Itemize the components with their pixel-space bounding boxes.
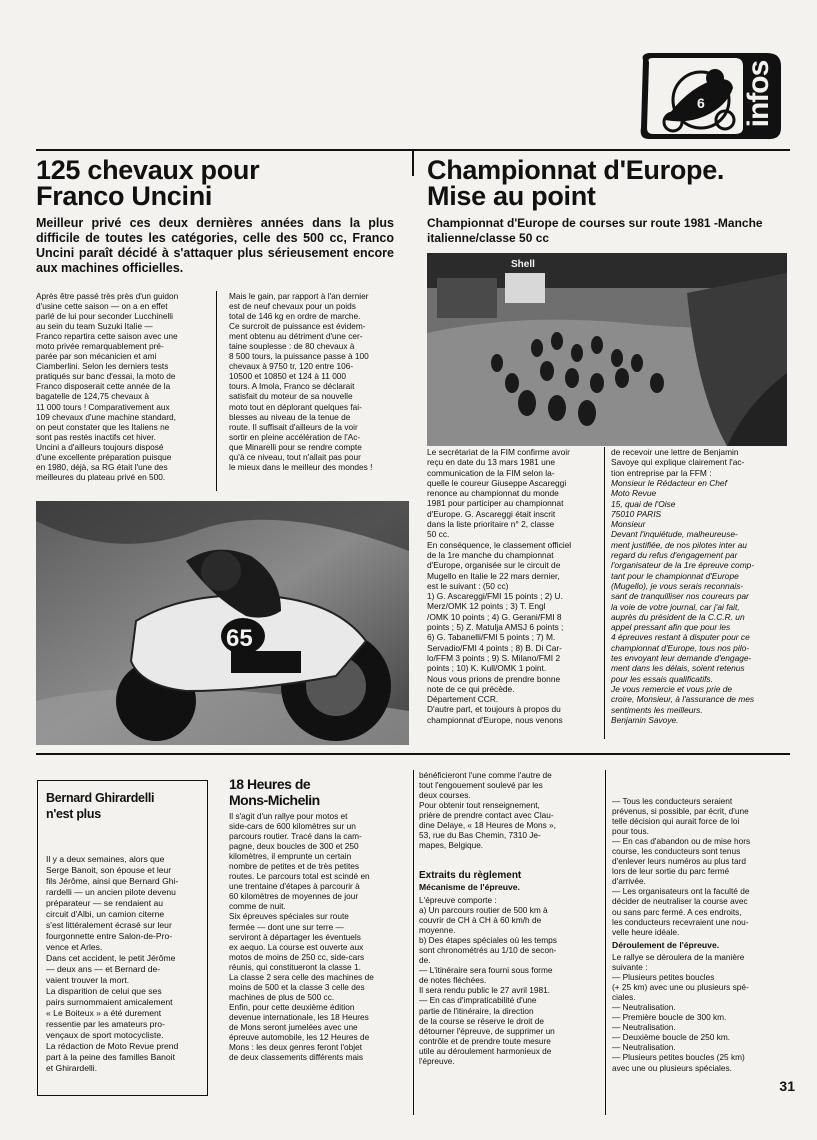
article4-col-rule1 <box>413 770 414 1115</box>
article3-body: Il y a deux semaines, alors que Serge Banoit, son épouse et leur fils Jérôme, ainsi que Bernard Ghi- rardelli — un ancien pilote devenu préparateur — se rendaient au circuit d'Albi, un camion citerne s'est littéralement écrasé sur leur fourgonnette entre Salon-de-Pro- vence et Arles. Dans cet accident, le petit Jérôme — deux ans — et Bernard de- vaient trouver la mort. La disparition de celui que ses pairs surnommaient amicalement « Le Boiteux » a été durement ressentie par les amateurs pro- vençaux de sport motocycliste. La rédaction de Moto Revue prend part à la peine des familles Banoit et Ghirardelli. <box>46 854 179 1073</box>
article2-col1: Le secrétariat de la FIM confirme avoir reçu en date du 13 mars 1981 une communication de la FIM selon la- quelle le coureur Giuseppe Ascareggi renonce au championnat du monde 1981 pour participer au championnat d'Europe. G. Ascareggi était inscrit dans la liste prioritaire n° 2, classe 50 cc. En conséquence, le classement officiel de la 1re manche du championnat d'Europe, organisée sur le circuit de Mugello en Italie le 22 mars dernier, est le suivant : (50 cc) 1) G. Ascareggi/FMI 15 points ; 2) U. Merz/OMK 12 points ; 3) T. Engl /OMK 10 points ; 4) G. Gerani/FMI 8 points ; 5) Z. Matulja AMSJ 6 points ; 6) G. Tabanelli/FMI 5 points ; 7) M. Servadio/FMI 4 points ; 8) B. Di Car- lo/FFM 3 points ; 9) S. Milano/FMI 2 points ; 10) K. Kull/OMK 1 point. Nous vous prions de prendre bonne note de ce qui précède. Département CCR. D'autre part, et toujours à propos du championnat d'Europe, nous venons <box>427 447 572 725</box>
article2-deck: Championnat d'Europe de courses sur route 1981 -Manche italienne/classe 50 cc <box>427 216 763 245</box>
page-number: 31 <box>779 1078 795 1094</box>
article2-col2-intro: de recevoir une lettre de Benjamin Savoye qui explique clairement l'ac- tion entreprise par la FFM : <box>611 447 745 478</box>
middle-rule <box>36 753 790 755</box>
article1-deck: Meilleur privé ces deux dernières années dans la plus difficile de toutes les catégories, celle des 500 cc, Franco Uncini paraît décidé à s'attaquer plus sérieusement encore aux machines officielles. <box>36 216 394 275</box>
race-start-icon <box>427 253 787 446</box>
article4-title-line2: Mons-Michelin <box>229 792 320 808</box>
article4-col3a: — Tous les conducteurs seraient prévenus, si possible, par écrit, d'une telle décision qui aurait force de loi pour tous. — En cas d'abandon ou de mise hors course, les conducteurs sont tenus d'enlever leurs numéros au plus tard lors de leur sortie du parc fermé d'arrivée. — Les organisateurs ont la faculté de décider de neutraliser la course avec ou sans parc fermé. A ces endroits, les conducteurs recevraient une nou- velle heure idéale. <box>612 796 751 937</box>
article1-title-line1: 125 chevaux pour <box>36 155 260 185</box>
race-photo <box>427 253 787 446</box>
mecanisme-title: Mécanisme de l'épreuve. <box>419 882 520 892</box>
shell-sign: Shell <box>511 259 535 270</box>
bike-number: 65 <box>226 625 253 652</box>
article1-col1: Après être passé très près d'un guidon d'usine cette saison — on a en effet parlé de lui pour seconder Lucchinelli au sein du team Suzuki Italie — Franco repartira cette saison avec une moto privée remarquablement pré- parée par son mécanicien et ami Ciamberlini. Selon les derniers tests pratiqués sur banc d'essai, la moto de Franco disposerait cette année de la bagatelle de 124,75 chevaux à 11 000 tours ! Comparativement aux 109 chevaux d'une machine standard, on peut constater que les Italiens ne sont pas restés inactifs cet hiver. Uncini a d'ailleurs toujours disposé d'une excellente préparation puisque en 1980, déjà, sa RG était l'une des meilleures du plateau privé en 500. <box>36 291 179 482</box>
article1-title-line2: Franco Uncini <box>36 181 213 211</box>
article2-col-rule <box>604 447 605 739</box>
article2-title-line2: Mise au point <box>427 181 596 211</box>
racing-motorcycle-icon <box>36 501 409 745</box>
article2-title-line1: Championnat d'Europe. <box>427 155 725 185</box>
article1-title <box>36 157 406 209</box>
article3-title <box>46 790 201 822</box>
article4-col3b: Le rallye se déroulera de la manière suivante : — Plusieurs petites boucles (+ 25 km) avec une ou plusieurs spé- ciales. — Neutralisation. — Première boucle de 300 km. — Neutralisation. — Deuxième boucle de 250 km. — Neutralisation. — Plusieurs petites boucles (25 km) avec une ou plusieurs spéciales. <box>612 952 749 1073</box>
article3-title-line2: n'est plus <box>46 807 101 821</box>
article4-col-rule2 <box>605 770 606 1115</box>
reglement-title: Extraits du règlement <box>419 870 522 881</box>
article1-col2: Mais le gain, par rapport à l'an dernier est de neuf chevaux pour un poids total de 146 kg en ordre de marche. Ce surcroit de puissance est évidem- ment obtenu au détriment d'une cer- taine souplesse : de 80 chevaux à 8 500 tours, la puissance passe à 100 chevaux à 9750 tr, 120 entre 106- 10500 et 10850 et 124 à 11 000 tours. A Imola, Franco se déclarait satisfait du moteur de sa nouvelle moto tout en déplorant quelques fai- blesses au niveau de la tenue de route. Il suffisait d'ailleurs de la voir sortir en pleine accélération de l'Ac- que Minarelli pour se rendre compte qu'à ce niveau, tout n'allait pas pour le mieux dans le meilleur des mondes ! <box>229 291 373 472</box>
svg-text:6: 6 <box>697 95 705 111</box>
deroulement-title: Déroulement de l'épreuve. <box>612 940 720 950</box>
article2-letter: Monsieur le Rédacteur en Chef Moto Revue 15, quai de l'Oise 75010 PARIS Monsieur Devant l'inquiétude, malheureuse- ment justifiée, de nos pilotes inter au regard du refus d'engagement par l'organisateur de la 1re épreuve comp- tant pour le championnat d'Europe (Mugello), je vous serais reconnais- sant de tranquilliser nos coureurs par la voie de votre journal, car j'ai fait, auprès du président de la C.C.R. un appel pressant afin que pour les 4 épreuves restant à disputer pour ce championnat d'Europe, tous nos pilo- tes envoyant leur demande d'engage- ment dans les délais, soient retenus pour les essais qualificatifs. Je vous remercie et vous prie de croire, Monsieur, à l'assurance de mes sentiments les meilleurs. Benjamin Savoye. <box>611 478 755 725</box>
uncini-photo <box>36 501 409 745</box>
article4-title <box>229 776 409 808</box>
article3-title-line1: Bernard Ghirardelli <box>46 791 155 805</box>
article4-col2b: L'épreuve comporte : a) Un parcours routier de 500 km à couvrir de CH à CH à 60 km/h de moyenne. b) Des étapes spéciales où les temps sont chronométrés au 1/10 de secon- de. — L'itinéraire sera fourni sous forme de notes fléchées. Il sera rendu public le 27 avril 1981. — En cas d'impraticabilité d'une partie de l'itinéraire, la direction de la course se réserve le droit de détourner l'épreuve, de supprimer un contrôle et de prendre toute mesure utile au déroulement harmonieux de l'épreuve. <box>419 895 557 1066</box>
article4-col1: Il s'agit d'un rallye pour motos et side-cars de 600 kilomètres sur un parcours routier. Tracé dans la cam- pagne, deux boucles de 300 et 250 kilomètres, il emprunte un certain nombre de petites et de très petites routes. Le parcours total est scindé en une trentaine d'étapes à parcourir à 60 kilomètres de moyennes de jour comme de nuit. Six épreuves spéciales sur route fermée — dont une sur terre — serviront à départager les éventuels ex aequo. La course est ouverte aux motos de moins de 250 cc, side-cars réunis, qui constitueront la classe 1. La classe 2 sera celle des machines de moins de 500 et la classe 3 celle des machines de plus de 500 cc. Enfin, pour cette deuxième édition devenue internationale, les 18 Heures de Mons seront jumelées avec une épreuve automobile, les 12 Heures de Mons : les deux genres feront l'objet de deux classements différents mais <box>229 811 374 1063</box>
article4-title-line1: 18 Heures de <box>229 776 311 792</box>
article2-title <box>427 157 787 209</box>
infos-logo <box>635 50 785 142</box>
article4-col2a: bénéficieront l'une comme l'autre de tout l'engouement soulevé par les deux courses. Pour obtenir tout renseignement, prière de prendre contact avec Clau- dine Delaye, « 18 Heures de Mons », 53, rue du Bas Chemin, 7310 Je- mapes, Belgique. <box>419 770 556 851</box>
logo-text: infos <box>742 60 775 128</box>
article1-col-rule <box>216 291 217 491</box>
